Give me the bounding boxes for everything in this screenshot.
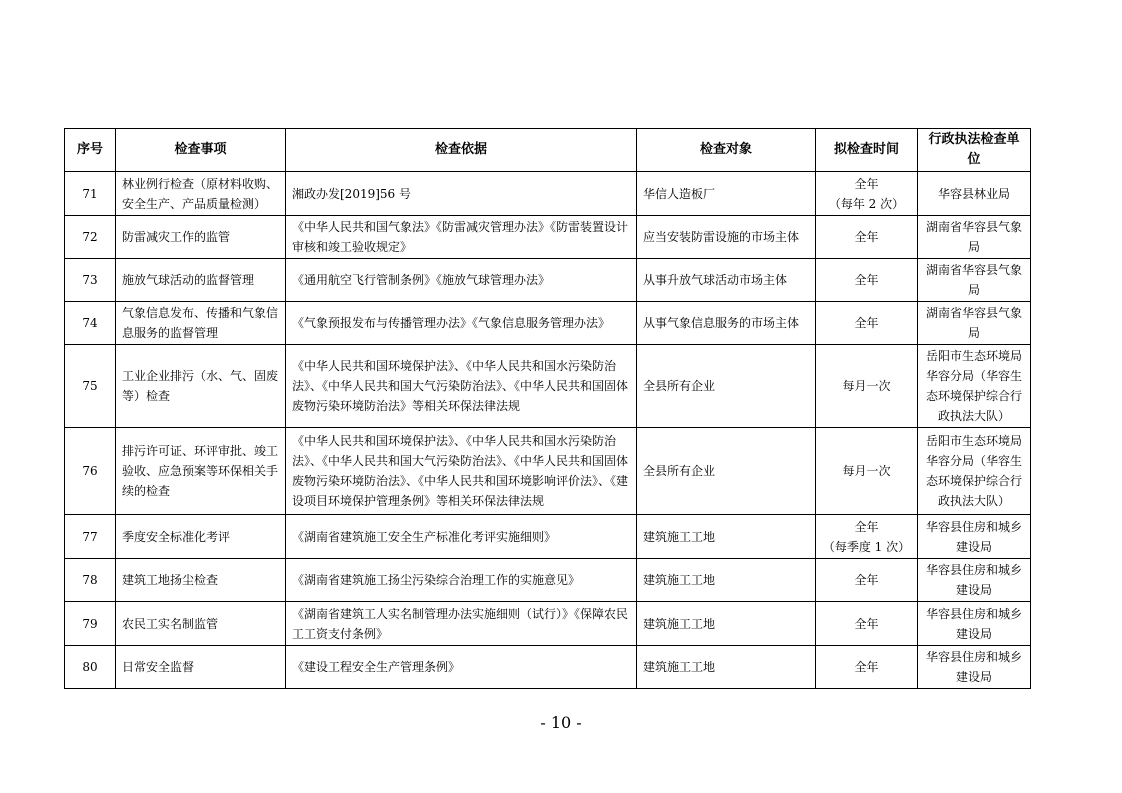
- cell-item: 日常安全监督: [116, 646, 286, 689]
- cell-target: 建筑施工工地: [637, 602, 816, 646]
- cell-no: 72: [65, 216, 116, 259]
- cell-item: 建筑工地扬尘检查: [116, 559, 286, 602]
- cell-basis: 《湖南省建筑工人实名制管理办法实施细则（试行）》《保障农民工工资支付条例》: [286, 602, 637, 646]
- cell-target: 从事气象信息服务的市场主体: [637, 302, 816, 345]
- cell-time: 全年: [816, 259, 918, 302]
- cell-unit: 华容县住房和城乡建设局: [918, 602, 1031, 646]
- cell-unit: 湖南省华容县气象局: [918, 302, 1031, 345]
- cell-target: 建筑施工工地: [637, 559, 816, 602]
- cell-target: 建筑施工工地: [637, 515, 816, 559]
- cell-item: 工业企业排污（水、气、固废等）检查: [116, 345, 286, 428]
- cell-no: 78: [65, 559, 116, 602]
- cell-target: 全县所有企业: [637, 345, 816, 428]
- cell-basis: 《中华人民共和国环境保护法》、《中华人民共和国水污染防治法》、《中华人民共和国大气污染防治法》、《中华人民共和国固体废物污染环境防治法》等相关环保法律法规: [286, 345, 637, 428]
- cell-no: 79: [65, 602, 116, 646]
- cell-unit: 华容县住房和城乡建设局: [918, 515, 1031, 559]
- table-row: [65, 172, 1031, 216]
- cell-target: 从事升放气球活动市场主体: [637, 259, 816, 302]
- cell-time: 全年: [816, 302, 918, 345]
- cell-basis: 《通用航空飞行管制条例》《施放气球管理办法》: [286, 259, 637, 302]
- table-row: [65, 302, 1031, 345]
- cell-unit: 华容县住房和城乡建设局: [918, 646, 1031, 689]
- header-basis: 检查依据: [286, 129, 637, 172]
- cell-unit: 华容县住房和城乡建设局: [918, 559, 1031, 602]
- cell-item: 排污许可证、环评审批、竣工验收、应急预案等环保相关手续的检查: [116, 428, 286, 515]
- cell-time: 每月一次: [816, 428, 918, 515]
- cell-no: 73: [65, 259, 116, 302]
- cell-time: 全年: [816, 216, 918, 259]
- cell-no: 80: [65, 646, 116, 689]
- cell-basis: 《中华人民共和国环境保护法》、《中华人民共和国水污染防治法》、《中华人民共和国大气污染防治法》、《中华人民共和国固体废物污染环境防治法》、《中华人民共和国环境影响评价法》、《建设项目环境保护管理条例》等相关环保法律法规: [286, 428, 637, 515]
- table-row: [65, 646, 1031, 689]
- cell-target: 建筑施工工地: [637, 646, 816, 689]
- cell-basis: 《湖南省建筑施工扬尘污染综合治理工作的实施意见》: [286, 559, 637, 602]
- page-number: - 10 -: [540, 713, 582, 732]
- cell-no: 71: [65, 172, 116, 216]
- table-row: [65, 259, 1031, 302]
- cell-item: 季度安全标准化考评: [116, 515, 286, 559]
- cell-basis: 《建设工程安全生产管理条例》: [286, 646, 637, 689]
- header-target: 检查对象: [637, 129, 816, 172]
- cell-item: 防雷减灾工作的监管: [116, 216, 286, 259]
- cell-unit: 华容县林业局: [918, 172, 1031, 216]
- cell-item: 农民工实名制监管: [116, 602, 286, 646]
- cell-time: 全年: [816, 646, 918, 689]
- table-row: [65, 559, 1031, 602]
- cell-no: 76: [65, 428, 116, 515]
- cell-target: 全县所有企业: [637, 428, 816, 515]
- cell-time: 全年: [816, 559, 918, 602]
- cell-unit: 岳阳市生态环境局华容分局（华容生态环境保护综合行政执法大队）: [918, 428, 1031, 515]
- cell-basis: 《气象预报发布与传播管理办法》《气象信息服务管理办法》: [286, 302, 637, 345]
- cell-target: 华信人造板厂: [637, 172, 816, 216]
- cell-item: 施放气球活动的监督管理: [116, 259, 286, 302]
- header-time: 拟检查时间: [816, 129, 918, 172]
- cell-basis: 《湖南省建筑施工安全生产标准化考评实施细则》: [286, 515, 637, 559]
- table-row: [65, 602, 1031, 646]
- cell-unit: 湖南省华容县气象局: [918, 259, 1031, 302]
- cell-unit: 湖南省华容县气象局: [918, 216, 1031, 259]
- cell-no: 75: [65, 345, 116, 428]
- cell-item: 林业例行检查（原材料收购、安全生产、产品质量检测）: [116, 172, 286, 216]
- inspection-table: [64, 128, 1031, 689]
- table-row: [65, 428, 1031, 515]
- header-item: 检查事项: [116, 129, 286, 172]
- cell-item: 气象信息发布、传播和气象信息服务的监督管理: [116, 302, 286, 345]
- header-no: 序号: [65, 129, 116, 172]
- table-row: [65, 345, 1031, 428]
- cell-target: 应当安装防雷设施的市场主体: [637, 216, 816, 259]
- cell-unit: 岳阳市生态环境局华容分局（华容生态环境保护综合行政执法大队）: [918, 345, 1031, 428]
- table-row: [65, 515, 1031, 559]
- cell-no: 74: [65, 302, 116, 345]
- header-row: [65, 129, 1031, 172]
- cell-no: 77: [65, 515, 116, 559]
- cell-basis: 湘政办发[2019]56 号: [286, 172, 637, 216]
- cell-time: 每月一次: [816, 345, 918, 428]
- cell-basis: 《中华人民共和国气象法》《防雷减灾管理办法》《防雷装置设计审核和竣工验收规定》: [286, 216, 637, 259]
- cell-time: 全年 （每季度 1 次）: [816, 515, 918, 559]
- table-row: [65, 216, 1031, 259]
- cell-time: 全年 （每年 2 次）: [816, 172, 918, 216]
- cell-time: 全年: [816, 602, 918, 646]
- header-unit: 行政执法检查单位: [918, 129, 1031, 172]
